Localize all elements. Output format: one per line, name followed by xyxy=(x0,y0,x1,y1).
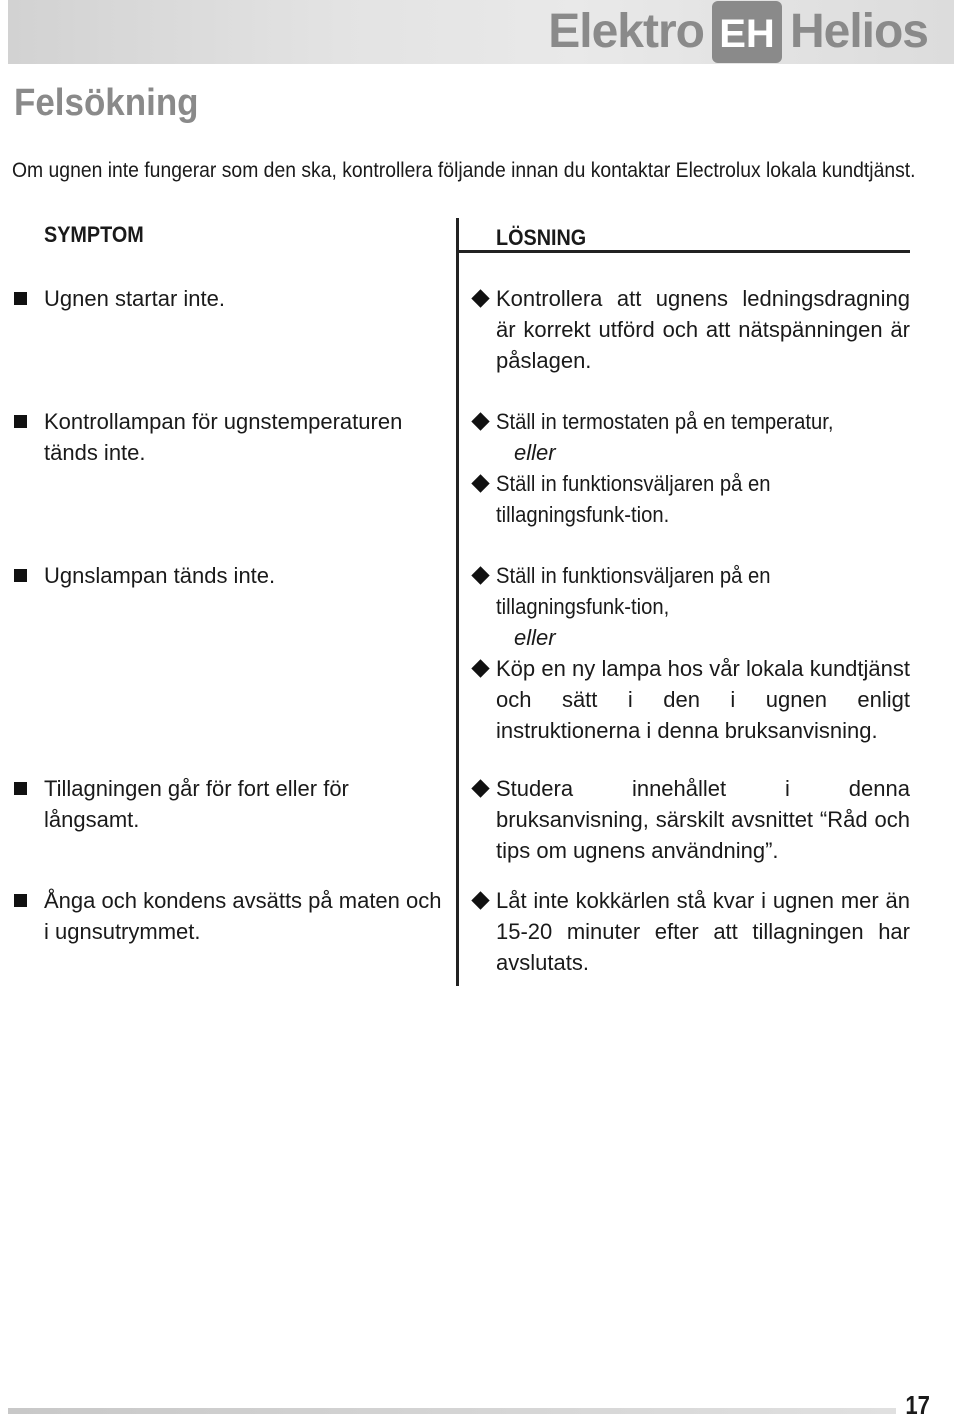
page-title: Felsökning xyxy=(14,82,199,124)
solution-block xyxy=(472,406,910,530)
solution-text: Ställ in funktionsväljaren på en tillagningsfunk-tion, xyxy=(496,563,771,619)
header-divider xyxy=(458,250,910,253)
or-separator: eller xyxy=(514,625,556,650)
square-bullet-icon xyxy=(14,569,27,582)
header-bar xyxy=(8,0,954,64)
symptom-text: Tillagningen går för fort eller för långsamt. xyxy=(44,776,349,832)
diamond-bullet-icon xyxy=(471,566,489,584)
symptom-item xyxy=(14,283,444,314)
symptom-text: Kontrollampan för ugnstemperaturen tänds inte. xyxy=(44,409,403,465)
brand-name-right: Helios xyxy=(789,5,928,58)
solution-text: Ställ in termostaten på en temperatur, xyxy=(496,409,834,434)
solution-block xyxy=(472,560,910,746)
symptom-item xyxy=(14,885,444,947)
solution-text: Ställ in funktionsväljaren på en tillagningsfunk-tion. xyxy=(496,471,771,527)
symptom-text: Ugnslampan tänds inte. xyxy=(44,563,276,588)
footer-bar xyxy=(8,1408,896,1414)
symptom-text: Ugnen startar inte. xyxy=(44,286,225,311)
symptom-column-header: SYMPTOM xyxy=(44,222,144,247)
solution-text: Låt inte kokkärlen stå kvar i ugnen mer än 15-20 minuter efter att tillagningen har avslutats. xyxy=(496,888,910,975)
brand-name-left: Elektro xyxy=(548,5,704,58)
diamond-bullet-icon xyxy=(471,412,489,430)
solution-block xyxy=(472,283,910,376)
solution-column-header: LÖSNING xyxy=(496,225,587,250)
column-divider xyxy=(456,218,459,986)
square-bullet-icon xyxy=(14,782,27,795)
diamond-bullet-icon xyxy=(471,659,489,677)
solution-text: Kontrollera att ugnens ledningsdragning är korrekt utförd och att nätspänningen är påslagen. xyxy=(496,286,910,373)
solution-text: Köp en ny lampa hos vår lokala kundtjänst och sätt i den i ugnen enligt instruktionerna i denna bruksanvisning. xyxy=(496,656,910,743)
intro-text: Om ugnen inte fungerar som den ska, kontrollera följande innan du kontaktar Electrolux lokala kundtjänst. xyxy=(12,158,916,182)
symptom-item xyxy=(14,560,444,591)
diamond-bullet-icon xyxy=(471,779,489,797)
page-number: 17 xyxy=(905,1390,930,1420)
solution-text: Studera innehållet i denna bruksanvisning, särskilt avsnittet “Råd och tips om ugnens användning”. xyxy=(496,776,910,863)
diamond-bullet-icon xyxy=(471,474,489,492)
or-separator: eller xyxy=(514,440,556,465)
square-bullet-icon xyxy=(14,415,27,428)
brand-mark-icon xyxy=(712,1,782,63)
square-bullet-icon xyxy=(14,894,27,907)
square-bullet-icon xyxy=(14,292,27,305)
diamond-bullet-icon xyxy=(471,289,489,307)
symptom-item xyxy=(14,773,444,835)
diamond-bullet-icon xyxy=(471,891,489,909)
solution-block xyxy=(472,773,910,866)
symptom-text: Ånga och kondens avsätts på maten och i ugnsutrymmet. xyxy=(44,888,442,944)
svg-text:EH: EH xyxy=(719,12,775,55)
solution-block xyxy=(472,885,910,978)
brand-logo xyxy=(548,2,928,62)
symptom-item xyxy=(14,406,444,468)
